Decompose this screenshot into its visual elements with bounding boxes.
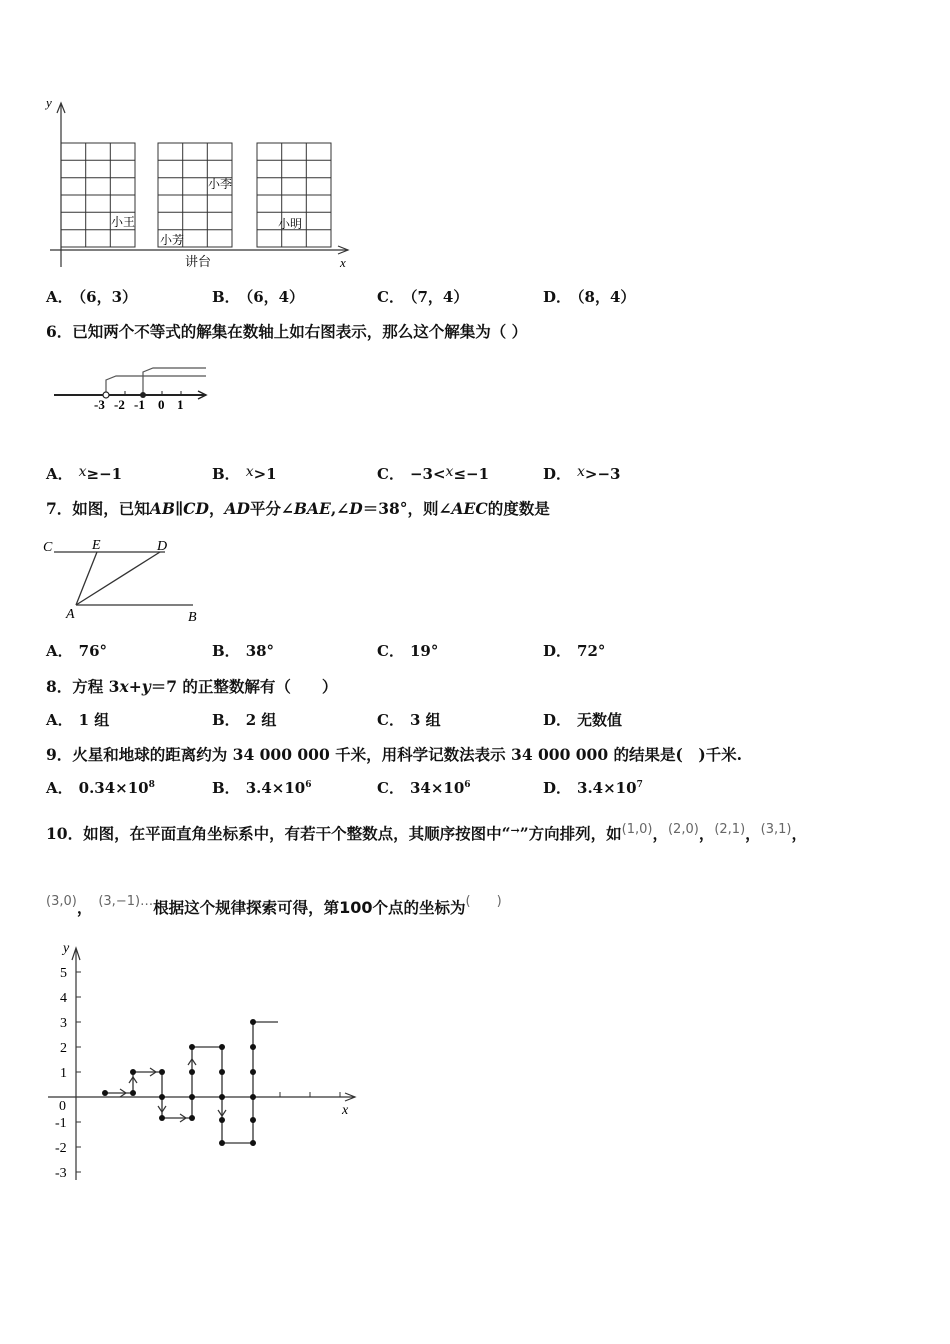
parallel-lines-figure xyxy=(40,535,210,627)
y-tick-minus3: -3 xyxy=(55,1166,67,1181)
q6-option-a: A． x≥−1 xyxy=(46,464,123,483)
label-xiaoming: 小明 xyxy=(278,217,303,231)
number-100: 100 xyxy=(339,898,373,917)
q7-stem: 7．如图，已知AB∥CD，AD平分∠BAE,∠D＝38°，则∠AEC的度数是 xyxy=(46,499,550,518)
nl-tick-0: 0 xyxy=(158,397,165,412)
number-line-figure xyxy=(50,362,220,414)
q7-option-c: C． 19° xyxy=(377,642,439,660)
lattice-path xyxy=(105,1022,278,1143)
label-podium: 讲台 xyxy=(185,254,212,269)
grid-x-label: x xyxy=(340,255,346,270)
nl-tick-minus2: -2 xyxy=(114,397,125,412)
arrow-glyph: → xyxy=(510,824,520,837)
q7-option-a: A． 76° xyxy=(46,642,108,660)
nl-tick-minus3: -3 xyxy=(94,397,105,412)
q6-option-c: C． −3<x≤−1 xyxy=(377,464,490,483)
point-b-label: B xyxy=(188,610,197,625)
y-tick-1: 1 xyxy=(60,1066,67,1081)
y-tick-2: 2 xyxy=(60,1041,67,1056)
q8-option-c: C． 3 组 xyxy=(377,711,441,729)
q9-option-a: A． $0.34\times 10^8$ xyxy=(46,779,155,797)
y-tick-3: 3 xyxy=(60,1016,67,1031)
q8-option-d: D． 无数值 xyxy=(543,711,623,729)
point-a-label: A xyxy=(66,607,75,622)
q9-option-b: B． $3.4\times 10^6$ xyxy=(212,779,312,797)
q6-stem: 6．已知两个不等式的解集在数轴上如右图表示，那么这个解集为（ ） xyxy=(46,322,528,341)
nl-tick-minus1: -1 xyxy=(134,397,145,412)
q9-option-c: C． $34\times 10^6$ xyxy=(377,779,471,797)
point-e-label: E xyxy=(92,538,101,553)
q9-option-d: D． $3.4\times 10^7$ xyxy=(543,779,643,797)
coord-x-label: x xyxy=(342,1103,349,1118)
q8-option-a: A． 1 组 xyxy=(46,711,110,729)
q6-option-b: B． x>1 xyxy=(212,464,277,483)
coordinate-path-figure xyxy=(40,938,365,1188)
q7-option-b: B． 38° xyxy=(212,642,275,660)
q8-stem: 8．方程 3x+y＝7 的正整数解有（ ） xyxy=(46,677,338,696)
label-xiaoli: 小李 xyxy=(208,177,233,191)
q6-option-d: D． x>−3 xyxy=(543,464,621,483)
y-tick-4: 4 xyxy=(60,991,67,1006)
y-tick-minus1: -1 xyxy=(55,1116,67,1131)
y-tick-minus2: -2 xyxy=(55,1141,67,1156)
q5-option-a: A． （6，3） xyxy=(46,288,138,306)
q10-stem-line2: $^{(3,0)}$， $^{(3,-1)\dots}$根据这个规律探索可得，第100个点的坐标为( ) xyxy=(46,894,502,917)
grid-y-label: y xyxy=(46,95,52,110)
q5-option-d: D． （8，4） xyxy=(543,288,636,306)
q9-stem: 9．火星和地球的距离约为 34 000 000 千米，用科学记数法表示 34 000 000 的结果是( )千米. xyxy=(46,745,743,764)
y-tick-5: 5 xyxy=(60,966,67,981)
label-xiaowang: 小王 xyxy=(111,215,136,229)
coord-origin-label: 0 xyxy=(59,1099,66,1114)
q5-option-b: B． （6，4） xyxy=(212,288,305,306)
nl-tick-1: 1 xyxy=(177,397,184,412)
q8-option-b: B． 2 组 xyxy=(212,711,277,729)
coord-y-label: y xyxy=(63,941,70,956)
q7-option-d: D． 72° xyxy=(543,642,606,660)
seating-grid-figure xyxy=(40,95,360,275)
q5-option-c: C． （7，4） xyxy=(377,288,469,306)
q10-stem-line1: 10．如图，在平面直角坐标系中，有若干个整数点，其顺序按图中“→”方向排列，如$^{(1,0)}$，$^{(2,0)}$，$^{(2,1)}$，$^{(3,1)}$， xyxy=(46,822,808,843)
point-c-label: C xyxy=(43,540,53,555)
label-xiaofang: 小芳 xyxy=(160,233,185,247)
point-d-label: D xyxy=(157,539,168,554)
